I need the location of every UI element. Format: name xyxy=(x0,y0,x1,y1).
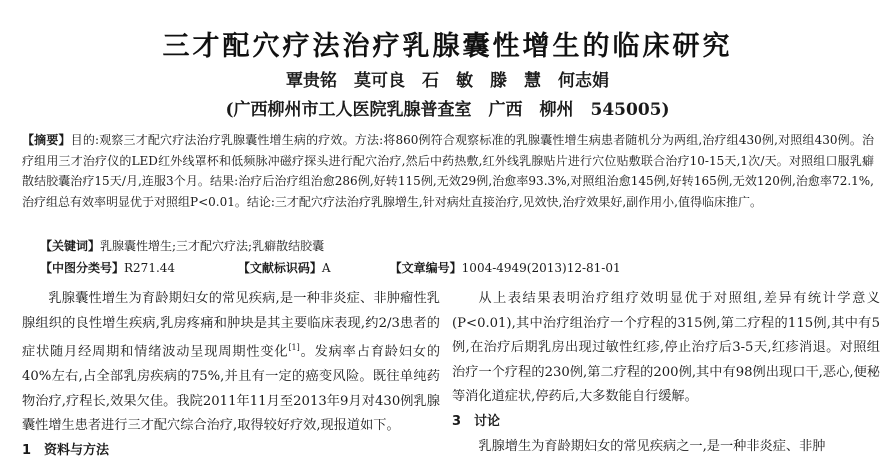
article-number xyxy=(390,259,621,277)
clc-label: 【中图分类号】 xyxy=(40,261,125,275)
citation-ref: [1] xyxy=(288,343,300,353)
abstract-label: 【摘要】 xyxy=(22,133,71,147)
doccode-value: A xyxy=(321,261,331,275)
doccode-label: 【文献标识码】 xyxy=(237,261,322,275)
clc-value: R271.44 xyxy=(124,261,176,275)
clc-code xyxy=(40,259,234,277)
article-value: 1004-4949(2013)12-81-01 xyxy=(461,261,621,275)
section-heading-discussion: 3 讨论 xyxy=(452,413,501,429)
author-list: 覃贵铭 莫可良 石 敏 滕 慧 何志娟 xyxy=(286,71,609,91)
abstract xyxy=(22,130,874,212)
article-label: 【文章编号】 xyxy=(389,261,462,275)
section-heading-methods: 1 资料与方法 xyxy=(22,442,110,458)
intro-text-cont: 。发病率占育龄妇女的40%左右,占全部乳房疾病的75%,并且有一定的癌变风险。既往单纯药物治疗,疗程长,效果欠佳。我院2011年11月至2013年9月对430例乳腺囊性增生患者进行三才配穴综合治疗,取得较好疗效,现报道如下。 xyxy=(22,344,441,434)
results-paragraph: 从上表结果表明治疗组疗效明显优于对照组,差异有统计学意义(P<0.01),其中治疗组治疗一个疗程的315例,第二疗程的115例,其中有5例,在治疗后期乳房出现过敏性红疹,停止治疗后3-5天,红疹消退。对照组治疗一个疗程的230例,第二疗程的200例,其中有98例出现口干,恶心,便秘等消化道症状,停药后,大多数能自行缓解。 xyxy=(452,291,880,405)
keywords xyxy=(40,237,870,255)
document-code xyxy=(238,259,386,277)
abstract-text: 目的:观察三才配穴疗法治疗乳腺囊性增生病的疗效。方法:将860例符合观察标准的乳腺囊性增生病患者随机分为两组,治疗组430例,对照组430例。治疗组用三才治疗仪的LED红外线罩杯和低频脉冲磁疗探头进行配穴治疗,然后中药热敷,红外线乳腺贴片进行穴位贴敷联合治疗10-15天,1次/天。对照组口服乳癖散结胶囊治疗15天/月,连服3个月。结果:治疗后治疗组治愈286例,好转115例,无效29例,治愈率93.3%,对照组治愈145例,好转165例,无效120例,治愈率72.1%,治疗组总有效率明显优于对照组P<0.01。结论:三才配穴疗法治疗乳腺增生,针对病灶直接治疗,见效快,治疗效果好,副作用小,值得临床推广。 xyxy=(22,133,874,209)
affiliation: (广西柳州市工人医院乳腺普查室 广西 柳州 545005) xyxy=(225,100,670,120)
keywords-label: 【关键词】 xyxy=(40,239,101,253)
discussion-paragraph: 乳腺增生为育龄期妇女的常见疾病之一,是一种非炎症、非肿 xyxy=(478,438,826,454)
left-column xyxy=(22,287,440,464)
keywords-text: 乳腺囊性增生;三才配穴疗法;乳癖散结胶囊 xyxy=(100,239,325,253)
intro-text: 乳腺囊性增生为育龄期妇女的常见疾病,是一种非炎症、非肿瘤性乳腺组织的良性增生疾病,乳房疼痛和肿块是其主要临床表现,约2/3患者的症状随月经周期和情绪波动呈现周期性变化 xyxy=(22,291,440,360)
intro-paragraph xyxy=(22,287,440,439)
paper-title: 三才配穴疗法治疗乳腺囊性增生的临床研究 xyxy=(162,31,733,62)
classification-line xyxy=(40,259,870,277)
right-column xyxy=(452,287,880,459)
